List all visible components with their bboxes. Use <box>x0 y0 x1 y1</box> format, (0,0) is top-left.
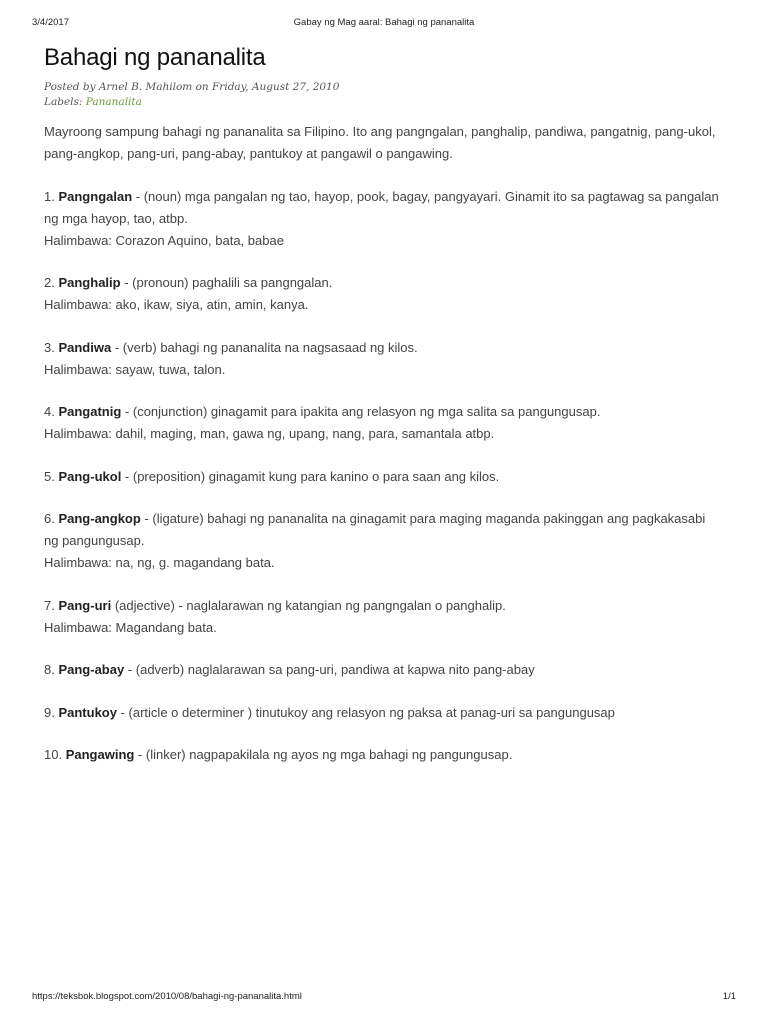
item-example: Halimbawa: Corazon Aquino, bata, babae <box>44 232 284 248</box>
post-byline: Posted by Arnel B. Mahilom on Friday, August 27, 2010 <box>44 81 340 93</box>
item-term: Pang-uri <box>58 597 112 613</box>
item-example: Halimbawa: Magandang bata. <box>44 619 217 635</box>
item-number: 8. <box>44 662 55 677</box>
item-term: Panghalip <box>58 275 121 290</box>
print-page-number: 1/1 <box>722 991 736 1002</box>
item-description: - (preposition) ginagamit kung para kanino o para saan ang kilos. <box>121 468 500 484</box>
part-of-speech-item <box>44 186 720 252</box>
item-term: Pang-ukol <box>58 468 122 484</box>
post-labels <box>44 96 142 108</box>
labels-prefix: Labels: <box>44 96 83 108</box>
item-term: Pang-abay <box>58 662 125 677</box>
part-of-speech-item <box>44 659 720 681</box>
item-number: 3. <box>44 339 55 355</box>
print-url: https://teksbok.blogspot.com/2010/08/bahagi-ng-pananalita.html <box>32 991 302 1002</box>
part-of-speech-item <box>44 744 720 766</box>
part-of-speech-item <box>44 401 720 445</box>
item-number: 2. <box>44 275 55 290</box>
item-example: Halimbawa: ako, ikaw, siya, atin, amin, kanya. <box>44 297 309 312</box>
item-description: (adjective) - naglalarawan ng katangian ng pangngalan o panghalip. <box>111 597 506 613</box>
item-number: 9. <box>44 704 55 720</box>
post-title: Bahagi ng pananalita <box>44 44 266 71</box>
part-of-speech-item <box>44 508 720 574</box>
print-page-title: Gabay ng Mag aaral: Bahagi ng pananalita <box>293 17 475 28</box>
item-number: 4. <box>44 404 55 419</box>
item-example: Halimbawa: na, ng, g. magandang bata. <box>44 555 275 570</box>
item-description: - (noun) mga pangalan ng tao, hayop, pook, bagay, pangyayari. Ginamit ito sa pagtawag sa pangalan ng mga hayop, tao, atbp. <box>44 188 719 226</box>
part-of-speech-item <box>44 272 720 316</box>
item-description: - (pronoun) paghalili sa pangngalan. <box>120 275 333 290</box>
part-of-speech-item <box>44 702 720 724</box>
item-description: - (verb) bahagi ng pananalita na nagsasaad ng kilos. <box>111 339 418 355</box>
item-number: 10. <box>44 747 63 762</box>
item-description: - (conjunction) ginagamit para ipakita ang relasyon ng mga salita sa pangungusap. <box>121 404 601 419</box>
item-term: Pangatnig <box>58 404 122 419</box>
item-number: 7. <box>44 597 55 613</box>
item-description: - (adverb) naglalarawan sa pang-uri, pandiwa at kapwa nito pang-abay <box>124 662 535 677</box>
part-of-speech-item <box>44 466 720 488</box>
item-number: 1. <box>44 188 55 204</box>
print-date: 3/4/2017 <box>32 17 69 28</box>
item-term: Pangawing <box>65 747 135 762</box>
item-example: Halimbawa: sayaw, tuwa, talon. <box>44 361 226 377</box>
part-of-speech-item <box>44 595 720 639</box>
intro-paragraph: Mayroong sampung bahagi ng pananalita sa Filipino. Ito ang pangngalan, panghalip, pandiwa, pangatnig, pang-ukol, pang-angkop, pang-uri, pang-abay, pantukoy at pangawil o pangawing. <box>44 124 716 161</box>
item-term: Pang-angkop <box>58 511 141 526</box>
item-term: Pandiwa <box>58 339 112 355</box>
item-example: Halimbawa: dahil, maging, man, gawa ng, upang, nang, para, samantala atbp. <box>44 426 495 441</box>
post-body <box>44 121 720 787</box>
item-description: - (ligature) bahagi ng pananalita na ginagamit para maging maganda pakinggan ang pagkakasabi ng pangungusap. <box>44 511 706 548</box>
item-description: - (article o determiner ) tinutukoy ang relasyon ng paksa at panag-uri sa pangungusap <box>116 704 615 720</box>
item-number: 6. <box>44 511 55 526</box>
item-number: 5. <box>44 468 55 484</box>
item-description: - (linker) nagpapakilala ng ayos ng mga bahagi ng pangungusap. <box>134 747 513 762</box>
part-of-speech-item <box>44 337 720 381</box>
label-link-pananalita[interactable]: Pananalita <box>85 96 142 108</box>
item-term: Pangngalan <box>58 188 133 204</box>
item-term: Pantukoy <box>58 704 117 720</box>
